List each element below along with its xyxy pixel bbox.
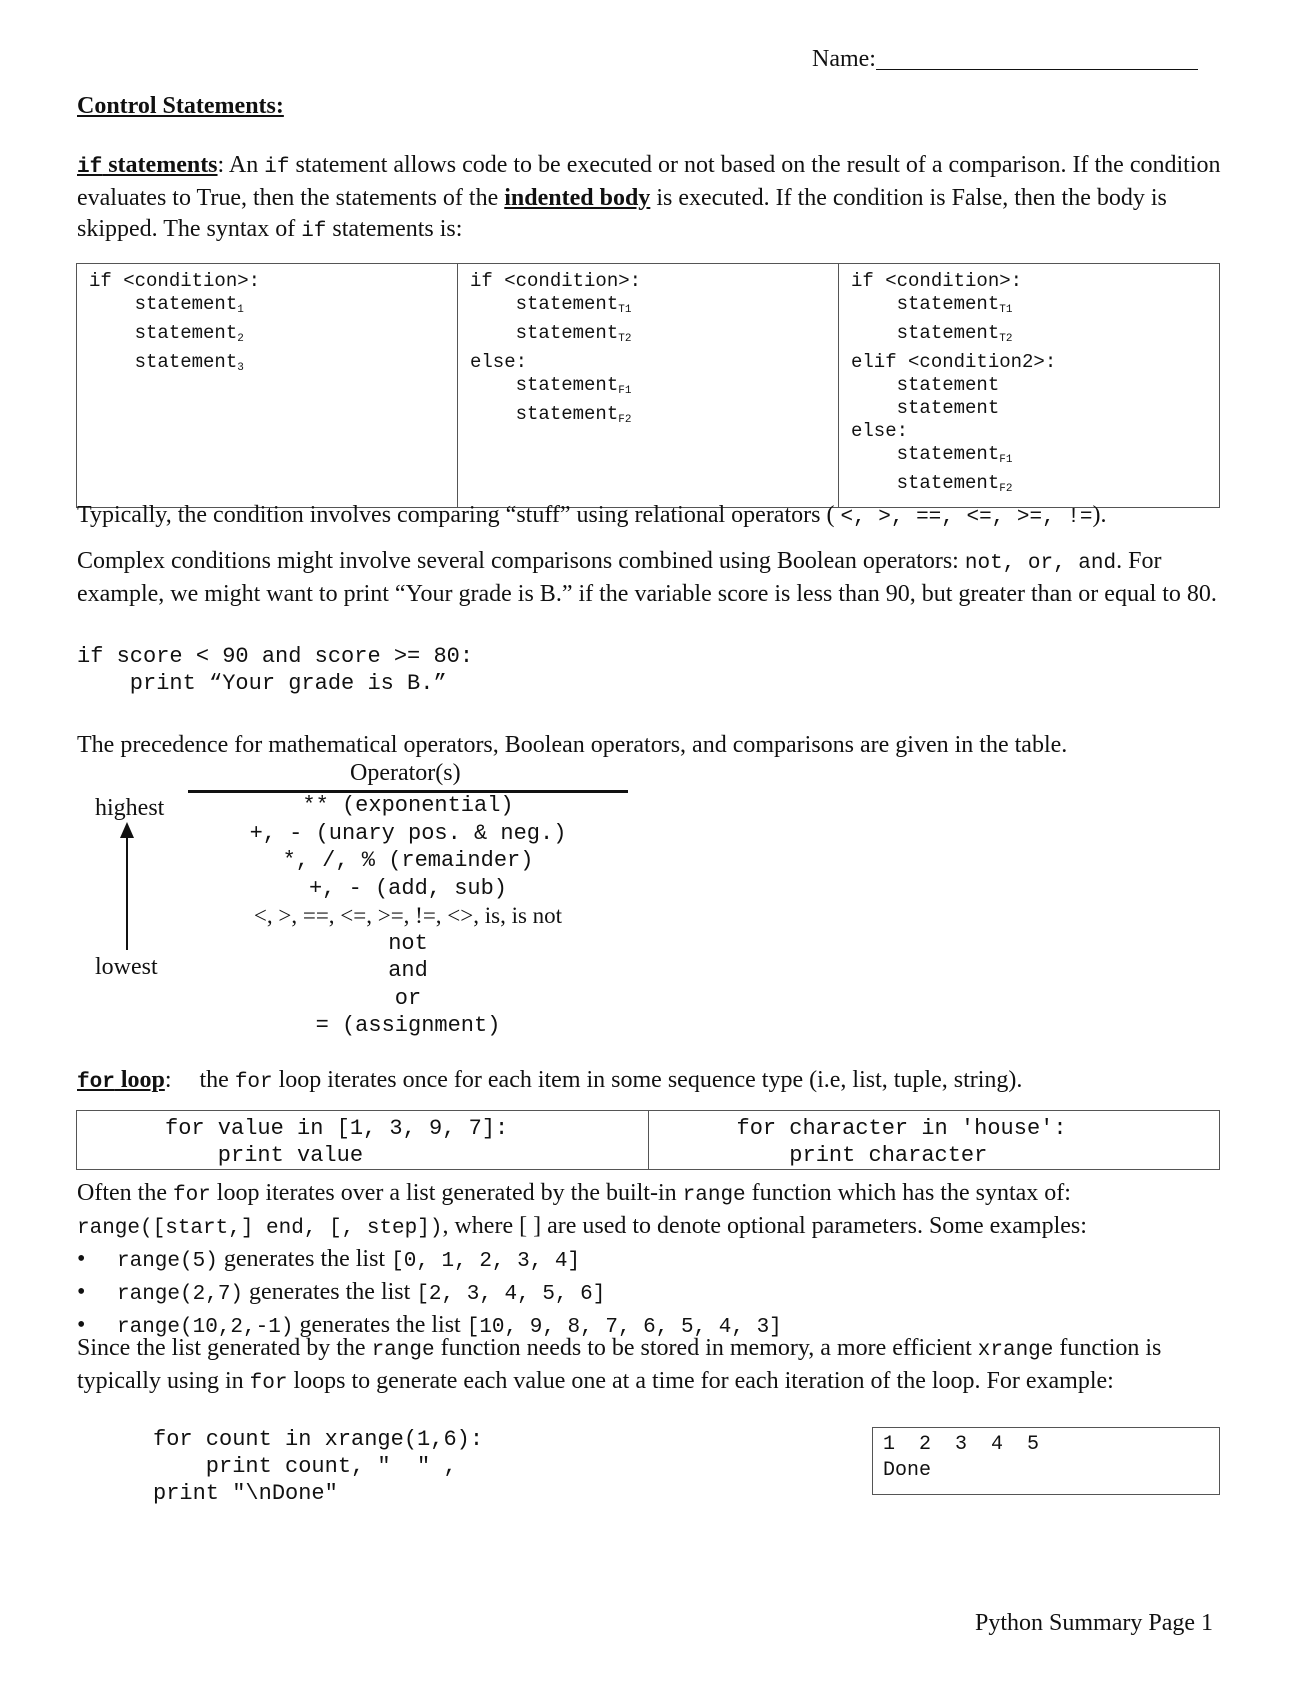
if-syntax-table (76, 263, 1220, 508)
statement-subscript: F2 (618, 414, 632, 426)
code-line: statement$_{T1}$ (851, 293, 1013, 316)
code-line: for value in [1, 3, 9, 7]: (165, 1116, 509, 1141)
xrange-paragraph: Since the list generated by the range function needs to be stored in memory, a more efficient xrange function is typically using in for loops to generate each value one at a time for each iteration of the loop. For example: (77, 1335, 1162, 1395)
code-line: statement$_{F2}$ (851, 472, 1013, 495)
for-example-table (76, 1110, 1220, 1170)
precedence-row: +, - (add, sub) (308, 875, 508, 901)
highest-label: highest (95, 795, 165, 821)
code-line: statement$_2$ (89, 322, 244, 345)
if-else-syntax-col2 (470, 270, 826, 432)
range-bullet: • range(5) generates the list [0, 1, 2, 3, 4] (77, 1246, 581, 1273)
code-line: else: (851, 420, 909, 442)
page-footer: Python Summary Page 1 (975, 1610, 1213, 1636)
page-title: Control Statements: (77, 93, 284, 119)
code-line: statement$_{F1}$ (470, 374, 632, 397)
precedence-intro: The precedence for mathematical operators, Boolean operators, and comparisons are given in the table. (77, 732, 1068, 758)
range-syntax: range([start,] end, [, step]) (77, 1217, 443, 1240)
code-line: if <condition>: (851, 270, 1023, 292)
code-line: statement$_{F2}$ (470, 403, 632, 426)
output-box (872, 1427, 1220, 1495)
output-line: Done (883, 1459, 932, 1482)
code-line: statement$_{T2}$ (851, 322, 1013, 345)
if-syntax-col1 (89, 270, 445, 380)
code-line: statement$_{F1}$ (851, 443, 1013, 466)
if-elif-else-syntax-cell (839, 264, 1220, 508)
code-line: statement$_3$ (89, 351, 244, 374)
precedence-row: <, >, ==, <=, >=, !=, <>, is, is not (253, 903, 563, 928)
statement-subscript: F1 (618, 385, 632, 397)
for-heading: for loop (77, 1067, 165, 1094)
xrange-code-block (153, 1426, 483, 1507)
precedence-row: ** (exponential) (302, 793, 514, 818)
code-line: statement (851, 374, 1000, 396)
code-line: statement$_{T1}$ (470, 293, 632, 316)
name-label: Name: (812, 46, 876, 72)
if-elif-syntax-col3 (851, 270, 1207, 501)
precedence-row: *, /, % (remainder) (282, 848, 534, 873)
code-line: if <condition>: (470, 270, 642, 292)
range-bullet: • range(2,7) generates the list [2, 3, 4, 5, 6] (77, 1279, 606, 1306)
complex-paragraph: Complex conditions might involve several comparisons combined using Boolean operators: not, or, and. For example, we might want to print “Your grade is B.” if the variable score is less than 90, but greater than or equal to 80. (77, 548, 1217, 607)
code-line: statement$_{T2}$ (470, 322, 632, 345)
code-line: print "\nDone" (153, 1481, 338, 1506)
statement-subscript: T1 (999, 304, 1013, 316)
code-line: if <condition>: (89, 270, 261, 292)
code-line: if score < 90 and score >= 80: (77, 644, 474, 669)
code-line: for count in xrange(1,6): (153, 1427, 484, 1452)
statement-subscript: T1 (618, 304, 632, 316)
precedence-row: or (394, 985, 422, 1011)
statement-subscript: 3 (237, 362, 244, 374)
statement-subscript: T2 (999, 333, 1013, 345)
if-heading: if statements (77, 152, 218, 179)
code-line: else: (470, 351, 528, 373)
code-line: statement$_1$ (89, 293, 244, 316)
range-paragraph: Often the for loop iterates over a list generated by the built-in range function which has the syntax of: range([start,] end, [, step]), where [ ] are used to denote optional parameters. Some examples: • range(5) generates the list [0, 1, 2, 3, 4] • range(2,7) generates the list [2, 3, 4, 5, 6] • range(10,2,-1) generates the list [10, 9, 8, 7, 6, 5, 4, 3] (77, 1178, 1237, 1343)
precedence-row: and (388, 958, 428, 983)
code-line: print value (165, 1143, 364, 1168)
boolean-ops: not, or, and (964, 552, 1117, 575)
code-line: statement (851, 397, 1000, 419)
code-line: print count, " " , (153, 1454, 457, 1479)
if-paragraph: if statements: An if statement allows code to be executed or not based on the result of a comparison. If the condition evaluates to True, then the statements of the indented body is executed. If the condition is False, then the body is skipped. The syntax of if statements is: (77, 152, 1221, 243)
precedence-rows (188, 792, 628, 1040)
for-list-example-cell (77, 1111, 649, 1170)
statement-subscript: 1 (237, 304, 244, 316)
for-paragraph: for loop: the for loop iterates once for each item in some sequence type (i.e, list, tuple, string). (77, 1067, 1023, 1094)
output-line: 1 2 3 4 5 (883, 1433, 1040, 1456)
lowest-label: lowest (95, 954, 158, 980)
for-string-example-cell (648, 1111, 1220, 1170)
indented-body-term: indented body (504, 185, 651, 211)
precedence-header: Operator(s) (350, 760, 461, 786)
precedence-row: = (assignment) (315, 1013, 501, 1038)
relational-ops: <, >, ==, <=, >=, != (840, 506, 1093, 529)
precedence-row: +, - (unary pos. & neg.) (249, 820, 567, 846)
range-bullet: • range(10,2,-1) generates the list [10, 9, 8, 7, 6, 5, 4, 3] (77, 1312, 782, 1339)
statement-subscript: F1 (999, 454, 1013, 466)
grade-code-block (77, 643, 473, 697)
code-line: for character in 'house': (736, 1116, 1067, 1141)
name-field (812, 44, 1198, 75)
statement-subscript: T2 (618, 333, 632, 345)
relational-paragraph: Typically, the condition involves comparing “stuff” using relational operators ( <, >, ==, <=, >=, !=). (77, 502, 1107, 529)
precedence-arrow-icon (113, 822, 143, 952)
statement-subscript: F2 (999, 483, 1013, 495)
if-else-syntax-cell (458, 264, 839, 508)
name-blank-line (876, 69, 1198, 70)
if-syntax-cell (77, 264, 458, 508)
statement-subscript: 2 (237, 333, 244, 345)
code-line: elif <condition2>: (851, 351, 1057, 373)
precedence-row: not (388, 930, 428, 956)
code-line: print character (736, 1143, 988, 1168)
code-line: print “Your grade is B.” (77, 671, 447, 696)
